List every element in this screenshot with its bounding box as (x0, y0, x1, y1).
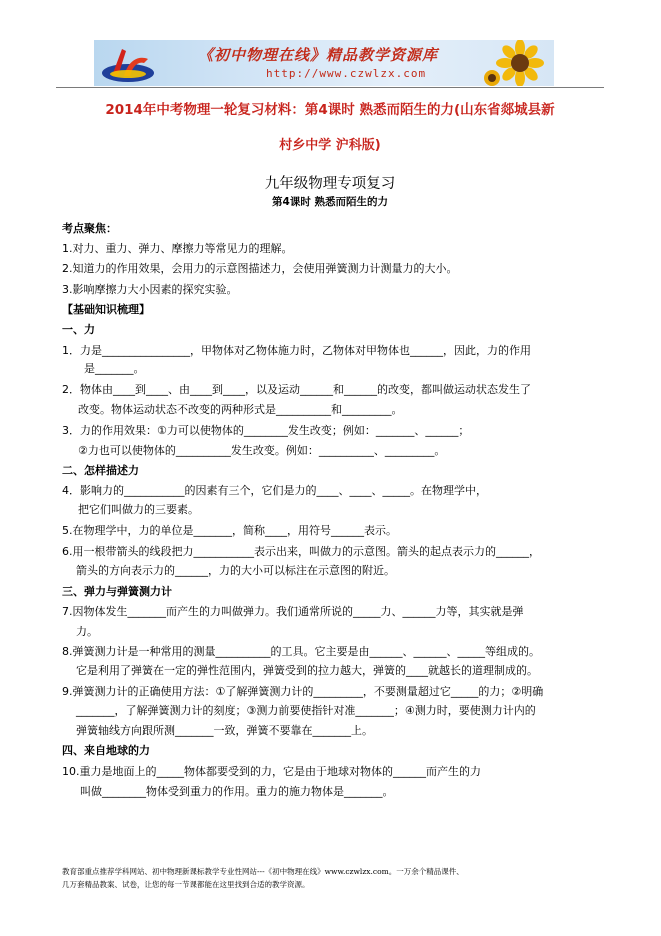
section-heading: 一、力 (62, 323, 95, 336)
banner-url: http://www.czwlzx.com (266, 67, 427, 80)
body-line: 6.用一根带箭头的线段把力___________表示出来，叫做力的示意图。箭头的起点表示力的______， (62, 545, 540, 558)
body-line: 3．力的作用效果：①力可以使物体的________发生改变；例如：_______、______； (62, 424, 470, 437)
body-line: 把它们叫做力的三要素。 (78, 503, 199, 516)
body-line: 2.知道力的作用效果，会用力的示意图描述力，会使用弹簧测力计测量力的大小。 (62, 262, 458, 275)
site-logo-icon (98, 43, 158, 85)
section-heading: 三、弹力与弹簧测力计 (62, 585, 172, 598)
footer-line-1: 教育部重点推荐学科网站、初中物理新课标教学专业性网站---《初中物理在线》www.czwlzx.com。一万余个精品课件、 (62, 867, 464, 876)
body-line: 8.弹簧测力计是一种常用的测量__________的工具。它主要是由______、______、_____等组成的。 (62, 645, 540, 658)
document-title-line-1: 2014年中考物理一轮复习材料：第4课时 熟悉而陌生的力(山东省郯城县新 (105, 102, 555, 118)
section-heading: 【基础知识梳理】 (62, 303, 150, 316)
sunflower-icon (480, 40, 552, 86)
body-line: 2．物体由____到____、由____到____，以及运动______和______的改变，都叫做运动状态发生了 (62, 383, 531, 396)
body-line: ②力也可以使物体的__________发生改变。例如：__________、_________。 (78, 444, 446, 457)
body-line: 弹簧轴线方向跟所测_______一致，弹簧不要靠在_______上。 (76, 724, 373, 737)
section-heading: 考点聚焦： (62, 222, 117, 235)
body-line: 1.对力、重力、弹力、摩擦力等常见力的理解。 (62, 242, 293, 255)
banner-title: 《初中物理在线》精品教学资源库 (198, 46, 439, 64)
body-line: 5.在物理学中，力的单位是_______，简称____，用符号______表示。 (62, 524, 397, 537)
body-line: 7.因物体发生_______而产生的力叫做弹力。我们通常所说的_____力、______力等，其实就是弹 (62, 605, 524, 618)
body-line: _______，了解弹簧测力计的刻度；③测力前要使指针对准_______；④测力时，要使测力计内的 (76, 704, 536, 717)
body-line: 它是利用了弹簧在一定的弹性范围内，弹簧受到的拉力越大，弹簧的____就越长的道理制成的。 (76, 664, 538, 677)
footer-line-2: 几万套精品教案、试卷，让您的每一节课都能在这里找到合适的教学资源。 (62, 880, 310, 889)
body-line: 力。 (76, 625, 98, 638)
body-line: 是_______。 (84, 362, 145, 375)
subtitle: 九年级物理专项复习 (264, 176, 396, 192)
document-title-line-2: 村乡中学 沪科版) (279, 138, 381, 153)
lesson-title: 第4课时 熟悉而陌生的力 (272, 196, 388, 208)
body-line: 箭头的方向表示力的______，力的大小可以标注在示意图的附近。 (76, 564, 395, 577)
body-line: 3.影响摩擦力大小因素的探究实验。 (62, 283, 238, 296)
body-line: 9.弹簧测力计的正确使用方法：①了解弹簧测力计的_________，不要测量超过它_____的力；②明确 (62, 685, 544, 698)
site-banner (94, 40, 554, 86)
header-rule (56, 87, 604, 88)
body-line: 1．力是________________，甲物体对乙物体施力时，乙物体对甲物体也______，因此，力的作用 (62, 344, 531, 357)
body-line: 10.重力是地面上的_____物体都要受到的力，它是由于地球对物体的______而产生的力 (62, 765, 481, 778)
body-line: 4．影响力的___________的因素有三个，它们是力的____、____、_____。在物理学中， (62, 484, 487, 497)
section-heading: 二、怎样描述力 (62, 464, 139, 477)
body-line: 改变。物体运动状态不改变的两种形式是__________和_________。 (78, 403, 403, 416)
section-heading: 四、来自地球的力 (62, 744, 150, 757)
body-line: 叫做________物体受到重力的作用。重力的施力物体是_______。 (80, 785, 394, 798)
